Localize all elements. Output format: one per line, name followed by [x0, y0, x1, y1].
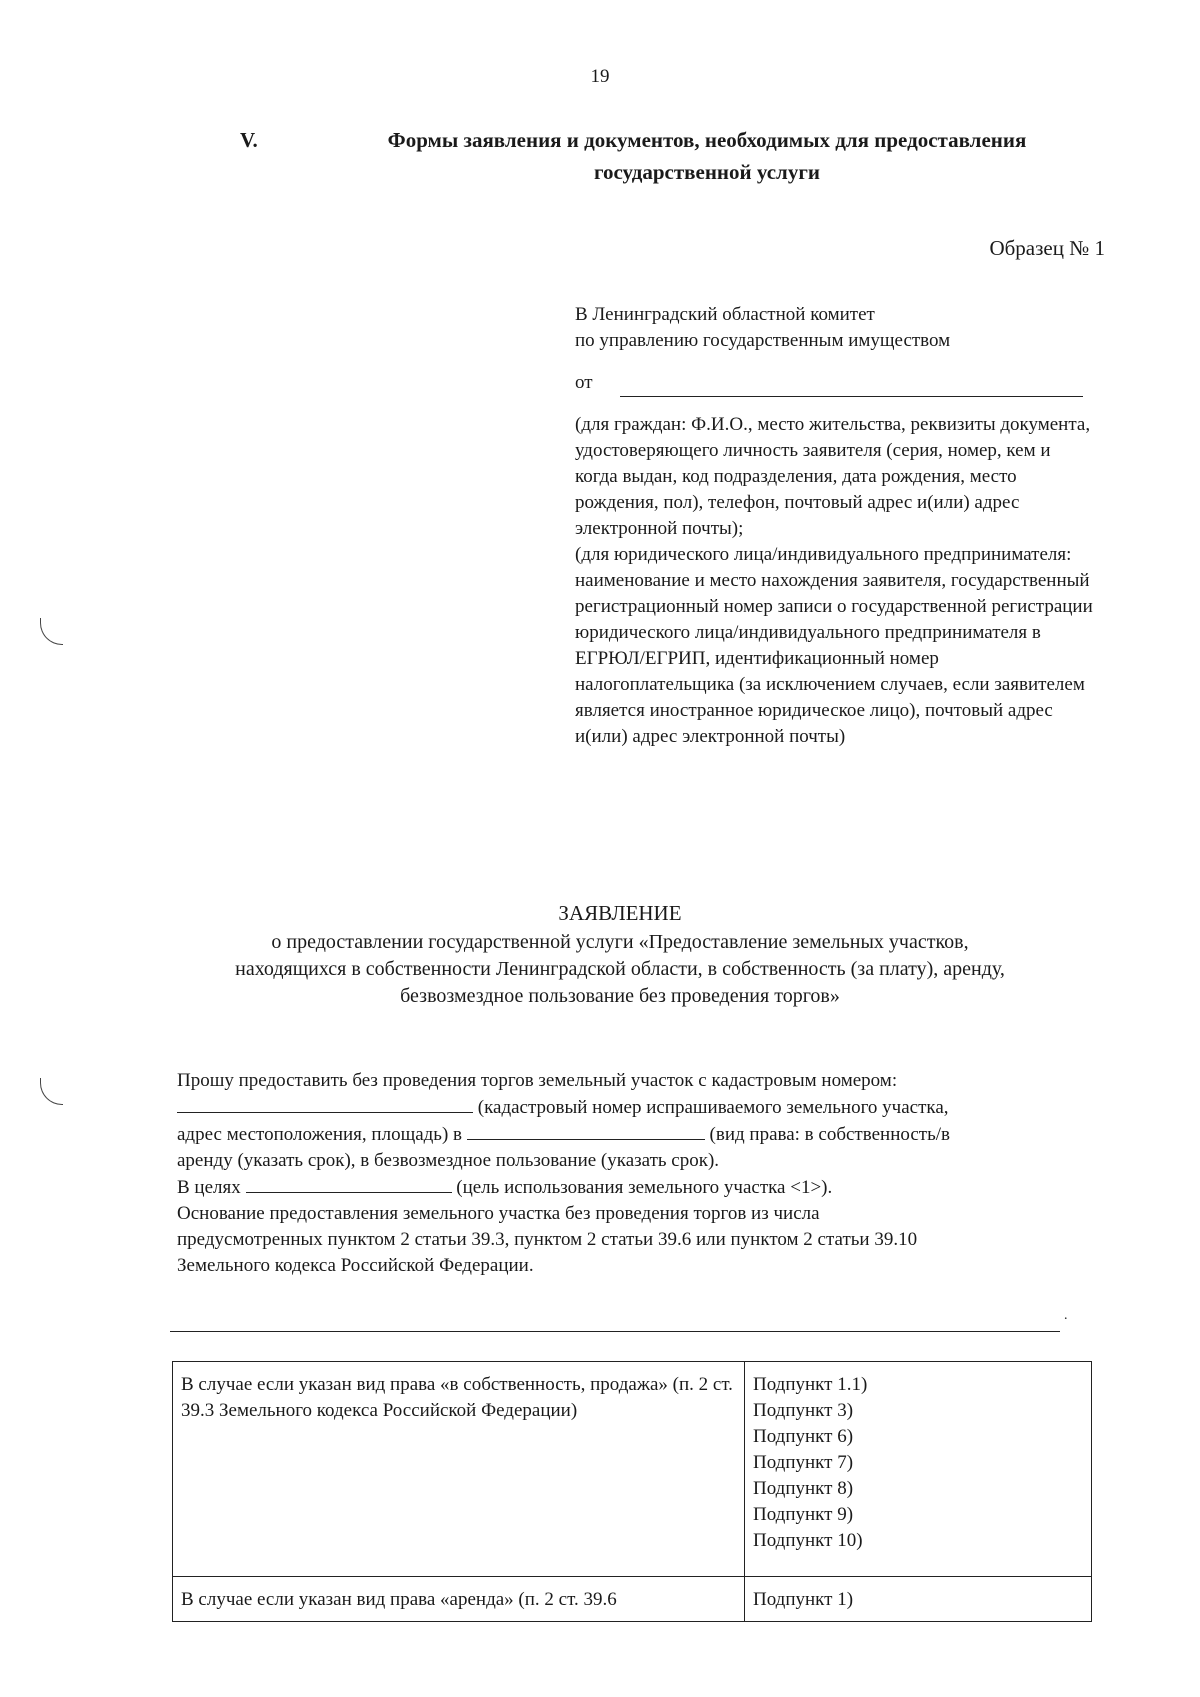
- from-blank-line: [620, 396, 1083, 397]
- from-label: от: [575, 372, 593, 393]
- subpoints-list: [753, 1587, 1083, 1613]
- body-line-1: Прошу предоставить без проведения торгов земельный участок с кадастровым номером:: [177, 1070, 898, 1091]
- subpoints-list: [753, 1372, 1083, 1554]
- body-line-5-text: В целях: [177, 1177, 246, 1198]
- addressee-line-2: по управлению государственным имуществом: [575, 330, 951, 351]
- cadastral-number-blank: [177, 1094, 473, 1113]
- subpoints-cell: [745, 1362, 1092, 1577]
- purpose-blank: [246, 1174, 452, 1193]
- subpoint-item: Подпункт 1.1): [753, 1374, 868, 1395]
- body-line-2-text: (кадастровый номер испрашиваемого земельного участка,: [473, 1097, 949, 1118]
- subpoint-item: Подпункт 6): [753, 1426, 854, 1447]
- section-title-line-1: Формы заявления и документов, необходимых для предоставления: [387, 128, 1027, 152]
- subpoint-item: Подпункт 8): [753, 1478, 854, 1499]
- scan-artifact: [40, 1078, 63, 1105]
- body-line-8: Земельного кодекса Российской Федерации.: [177, 1255, 534, 1276]
- statement-body: [177, 1068, 1077, 1279]
- statement-heading: [150, 900, 1090, 1010]
- addressee-line-1: В Ленинградский областной комитет: [575, 304, 875, 325]
- subpoint-item: Подпункт 7): [753, 1452, 854, 1473]
- addressee-block: [575, 302, 1095, 354]
- section-number: V.: [240, 128, 258, 152]
- table-row: [173, 1577, 1092, 1622]
- statement-title-line-3: безвозмездное пользование без проведения торгов»: [400, 985, 840, 1007]
- body-line-5-tail: (цель использования земельного участка <1>).: [451, 1177, 833, 1198]
- from-row: [575, 372, 1095, 402]
- grounds-table: [172, 1361, 1092, 1622]
- statement-title-line-1: о предоставлении государственной услуги «Предоставление земельных участков,: [271, 931, 969, 953]
- table-row: [173, 1362, 1092, 1577]
- right-type-blank: [467, 1121, 705, 1140]
- page-number: 19: [590, 66, 610, 87]
- body-line-3-tail: (вид права: в собственность/в: [704, 1124, 950, 1145]
- condition-cell: В случае если указан вид права «в собственность, продажа» (п. 2 ст. 39.3 Земельного кодекса Российской Федерации): [173, 1362, 745, 1577]
- body-line-6: Основание предоставления земельного участка без проведения торгов из числа: [177, 1203, 820, 1224]
- subpoint-item: Подпункт 10): [753, 1530, 863, 1551]
- separator-line: [170, 1331, 1060, 1332]
- subpoints-cell: [745, 1577, 1092, 1622]
- statement-type: ЗАЯВЛЕНИЕ: [558, 901, 682, 925]
- condition-cell: В случае если указан вид права «аренда» (п. 2 ст. 39.6: [173, 1577, 745, 1622]
- section-title-line-2: государственной услуги: [594, 160, 820, 184]
- applicant-hint: [575, 412, 1095, 750]
- body-line-3: [177, 1121, 1077, 1148]
- subpoint-item: Подпункт 3): [753, 1400, 854, 1421]
- sample-label: Образец № 1: [989, 236, 1105, 260]
- body-line-3-text: адрес местоположения, площадь) в: [177, 1124, 467, 1145]
- subpoint-item: Подпункт 9): [753, 1504, 854, 1525]
- scan-artifact: [40, 618, 63, 645]
- separator-mark: .: [1064, 1308, 1068, 1323]
- section-title: [312, 124, 1102, 188]
- legal-entities-hint: (для юридического лица/индивидуального предпринимателя: наименование и место нахождения заявителя, государственный регистрационный номер записи о государственной регистрации юридического лица/индивидуального предпринимателя в ЕГРЮЛ/ЕГРИП, идентификационный номер налогоплательщика (за исключением случаев, если заявителем является иностранное юридическое лицо), почтовый адрес и(или) адрес электронной почты): [575, 544, 1093, 747]
- body-line-4: аренду (указать срок), в безвозмездное пользование (указать срок).: [177, 1150, 720, 1171]
- citizens-hint: (для граждан: Ф.И.О., место жительства, реквизиты документа, удостоверяющего личность заявителя (серия, номер, кем и когда выдан, код подразделения, дата рождения, место рождения, пол), телефон, почтовый адрес и(или) адрес электронной почты);: [575, 414, 1091, 539]
- body-line-5: [177, 1174, 1077, 1201]
- body-line-7: предусмотренных пунктом 2 статьи 39.3, пунктом 2 статьи 39.6 или пунктом 2 статьи 39.10: [177, 1229, 918, 1250]
- statement-title-line-2: находящихся в собственности Ленинградской области, в собственность (за плату), аренду,: [235, 958, 1005, 980]
- body-line-2: [177, 1094, 1077, 1121]
- subpoint-item: Подпункт 1): [753, 1589, 854, 1610]
